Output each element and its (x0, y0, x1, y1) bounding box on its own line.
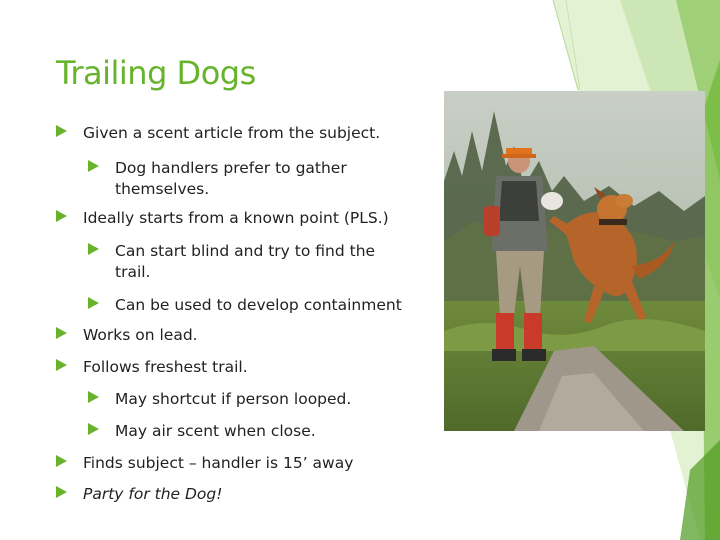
bullet-arrow-icon (56, 486, 67, 498)
bullet-arrow-icon (56, 125, 67, 137)
bullet-text: Can start blind and try to find the trail. (115, 242, 376, 281)
bullet-arrow-icon (88, 391, 99, 403)
photo-dog-jumping-handler (444, 91, 705, 431)
bullet-text: Can be used to develop containment (115, 296, 402, 314)
bullet-text: Works on lead. (83, 326, 198, 344)
bullet-text: May shortcut if person looped. (115, 390, 352, 408)
bullet-text: May air scent when close. (115, 422, 316, 440)
bullet-arrow-icon (88, 297, 99, 309)
bullet-arrow-icon (56, 455, 67, 467)
bullet-text: Party for the Dog! (83, 485, 223, 503)
bullet-arrow-icon (56, 359, 67, 371)
bullet-arrow-icon (88, 243, 99, 255)
bullet-text: Follows freshest trail. (83, 358, 248, 376)
bullet-text: Ideally starts from a known point (PLS.) (83, 209, 389, 227)
bullet-text: Finds subject – handler is 15’ away (83, 454, 354, 472)
bullet-arrow-icon (56, 327, 67, 339)
slide-title: Trailing Dogs (56, 54, 256, 92)
bullet-text: Dog handlers prefer to gather themselves. (115, 159, 347, 198)
bullet-arrow-icon (88, 160, 99, 172)
bullet-text: Given a scent article from the subject. (83, 124, 381, 142)
bullet-arrow-icon (56, 210, 67, 222)
bullet-arrow-icon (88, 423, 99, 435)
